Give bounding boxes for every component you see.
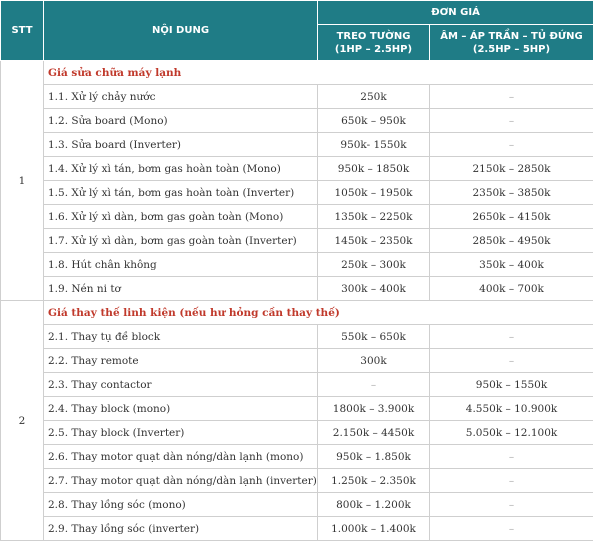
service-name: 2.4. Thay block (mono)	[44, 397, 318, 421]
price-ceiling-cabinet: 350k – 400k	[430, 253, 593, 277]
table-row	[1, 421, 593, 445]
price-wall-mounted: 950k – 1.850k	[318, 445, 430, 469]
table-row	[1, 85, 593, 109]
table-row	[1, 109, 593, 133]
price-wall-mounted: –	[318, 373, 430, 397]
price-wall-mounted: 1800k – 3.900k	[318, 397, 430, 421]
price-ceiling-cabinet: 2150k – 2850k	[430, 157, 593, 181]
table-row	[1, 133, 593, 157]
table-row	[1, 493, 593, 517]
service-name: 2.5. Thay block (Inverter)	[44, 421, 318, 445]
stt-cell: 2	[1, 301, 44, 541]
price-wall-mounted: 950k – 1850k	[318, 157, 430, 181]
price-ceiling-cabinet: –	[430, 85, 593, 109]
price-wall-mounted: 550k – 650k	[318, 325, 430, 349]
price-ceiling-cabinet: 5.050k – 12.100k	[430, 421, 593, 445]
service-name: 2.9. Thay lồng sóc (inverter)	[44, 517, 318, 541]
service-name: 1.8. Hút chân không	[44, 253, 318, 277]
service-name: 1.7. Xử lý xì dàn, bơm gas goàn toàn (Inverter)	[44, 229, 318, 253]
price-wall-mounted: 1.000k – 1.400k	[318, 517, 430, 541]
stt-cell: 1	[1, 61, 44, 301]
price-wall-mounted: 950k- 1550k	[318, 133, 430, 157]
table-row	[1, 325, 593, 349]
header-unit-price: ĐƠN GIÁ	[318, 1, 593, 25]
price-ceiling-cabinet: –	[430, 445, 593, 469]
table-row	[1, 277, 593, 301]
table-row	[1, 229, 593, 253]
header-ceiling-cabinet: ÂM – ÁP TRẦN – TỦ ĐỨNG (2.5HP – 5HP)	[430, 25, 593, 61]
price-ceiling-cabinet: –	[430, 517, 593, 541]
price-wall-mounted: 2.150k – 4450k	[318, 421, 430, 445]
table-row	[1, 469, 593, 493]
price-ceiling-cabinet: 400k – 700k	[430, 277, 593, 301]
price-ceiling-cabinet: –	[430, 493, 593, 517]
table-row	[1, 445, 593, 469]
table-row	[1, 373, 593, 397]
service-name: 1.2. Sửa board (Mono)	[44, 109, 318, 133]
price-ceiling-cabinet: –	[430, 349, 593, 373]
table-row	[1, 349, 593, 373]
price-wall-mounted: 250k – 300k	[318, 253, 430, 277]
table-row	[1, 181, 593, 205]
service-name: 1.4. Xử lý xì tán, bơm gas hoàn toàn (Mono)	[44, 157, 318, 181]
price-ceiling-cabinet: 2350k – 3850k	[430, 181, 593, 205]
price-wall-mounted: 1450k – 2350k	[318, 229, 430, 253]
price-table-body	[1, 61, 593, 541]
service-name: 1.1. Xử lý chảy nước	[44, 85, 318, 109]
header-content: NỘI DUNG	[44, 1, 318, 61]
header-stt: STT	[1, 1, 44, 61]
service-name: 2.7. Thay motor quạt dàn nóng/dàn lạnh (inverter)	[44, 469, 318, 493]
price-ceiling-cabinet: 950k – 1550k	[430, 373, 593, 397]
section-title: Giá thay thế linh kiện (nếu hư hỏng cần thay thế)	[44, 301, 593, 325]
price-ceiling-cabinet: 2650k – 4150k	[430, 205, 593, 229]
table-row	[1, 517, 593, 541]
price-ceiling-cabinet: –	[430, 325, 593, 349]
service-name: 2.8. Thay lồng sóc (mono)	[44, 493, 318, 517]
service-name: 2.1. Thay tụ đề block	[44, 325, 318, 349]
service-name: 1.6. Xử lý xì dàn, bơm gas goàn toàn (Mono)	[44, 205, 318, 229]
price-wall-mounted: 1350k – 2250k	[318, 205, 430, 229]
price-ceiling-cabinet: –	[430, 109, 593, 133]
section-title: Giá sửa chữa máy lạnh	[44, 61, 593, 85]
service-name: 1.5. Xử lý xì tán, bơm gas hoàn toàn (Inverter)	[44, 181, 318, 205]
service-name: 2.3. Thay contactor	[44, 373, 318, 397]
service-name: 2.6. Thay motor quạt dàn nóng/dàn lạnh (mono)	[44, 445, 318, 469]
service-name: 1.9. Nén ni tơ	[44, 277, 318, 301]
price-wall-mounted: 250k	[318, 85, 430, 109]
price-wall-mounted: 300k – 400k	[318, 277, 430, 301]
price-wall-mounted: 300k	[318, 349, 430, 373]
table-row	[1, 157, 593, 181]
service-name: 1.3. Sửa board (Inverter)	[44, 133, 318, 157]
price-ceiling-cabinet: –	[430, 133, 593, 157]
price-wall-mounted: 1.250k – 2.350k	[318, 469, 430, 493]
price-wall-mounted: 800k – 1.200k	[318, 493, 430, 517]
table-row	[1, 253, 593, 277]
price-ceiling-cabinet: 2850k – 4950k	[430, 229, 593, 253]
price-ceiling-cabinet: –	[430, 469, 593, 493]
service-name: 2.2. Thay remote	[44, 349, 318, 373]
table-row	[1, 397, 593, 421]
section-row	[1, 61, 593, 85]
header-wall-mounted: TREO TƯỜNG (1HP – 2.5HP)	[318, 25, 430, 61]
price-wall-mounted: 650k – 950k	[318, 109, 430, 133]
price-wall-mounted: 1050k – 1950k	[318, 181, 430, 205]
table-row	[1, 205, 593, 229]
section-row	[1, 301, 593, 325]
price-ceiling-cabinet: 4.550k – 10.900k	[430, 397, 593, 421]
